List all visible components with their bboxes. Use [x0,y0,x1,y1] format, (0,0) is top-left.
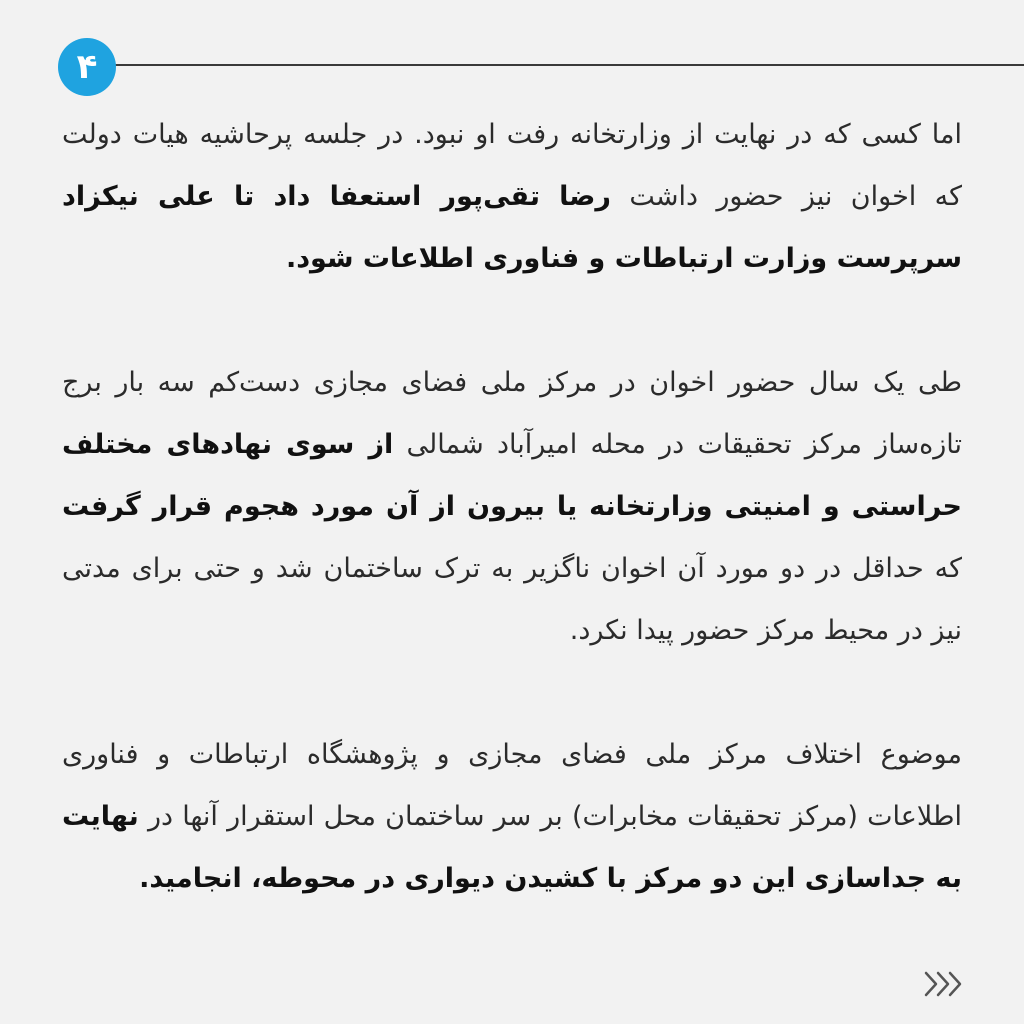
paragraph-3 [62,724,962,910]
triple-chevron-right-icon[interactable] [924,966,964,1002]
top-divider [110,64,1024,66]
paragraph-segment: اما کسی که در نهایت از وزارتخانه رفت او نبود. در جلسه پرحاشیه هیات دولت که اخوان نیز حضور داشت [62,119,962,212]
paragraph-segment: که حداقل در دو مورد آن اخوان ناگزیر به ترک ساختمان شد و حتی برای مدتی نیز در محیط مرکز حضور پیدا نکرد. [62,553,962,646]
article-body [62,104,962,972]
paragraph-2 [62,352,962,662]
paragraph-segment: موضوع اختلاف مرکز ملی فضای مجازی و پژوهشگاه ارتباطات و فناوری اطلاعات (مرکز تحقیقات مخابرات) بر سر ساختمان محل استقرار آنها در [62,739,962,832]
paragraph-segment: طی یک سال حضور اخوان در مرکز ملی فضای مجازی دست‌کم سه بار برج تازه‌ساز مرکز تحقیقات در محله امیرآباد شمالی [62,367,962,460]
paragraph-1 [62,104,962,290]
paragraph-segment-bold: نهایت به جداسازی این دو مرکز با کشیدن دیواری در محوطه، انجامید. [62,801,962,894]
paragraph-segment-bold: رضا تقی‌پور استعفا داد تا علی نیکزاد سرپرست وزارت ارتباطات و فناوری اطلاعات شود. [62,181,962,274]
paragraph-segment-bold: از سوی نهادهای مختلف حراستی و امنیتی وزارتخانه یا بیرون از آن مورد هجوم قرار گرفت [62,429,962,522]
page-number-badge: ۴ [58,38,116,96]
